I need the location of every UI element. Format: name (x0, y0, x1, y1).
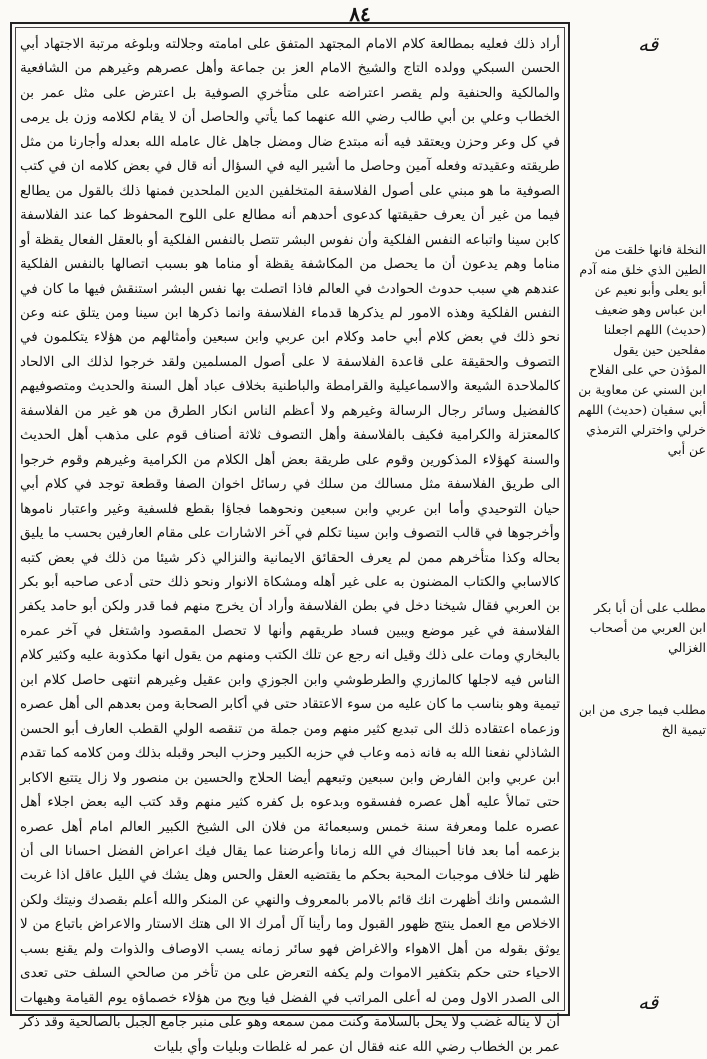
top-corner-mark: قه (638, 32, 659, 56)
margin-note-hadith: النخلة فانها خلقت من الطين الذي خلق منه آدم أبو يعلى وأبو نعيم عن ابن عباس وهو ضعيف (حديث) اللهم اجعلنا مفلحين حين يقول المؤذن حي على الفلاح ابن السني عن معاوية بن أبي سفيان (حديث) اللهم خرلي واخترلي الترمذي عن أبي (577, 242, 706, 457)
main-paragraph: أراد ذلك فعليه بمطالعة كلام الامام المجتهد المتفق على امامته وجلالته وبلوغه مرتبة الاجتهاد أبي الحسن السبكي وولده التاج والشيخ الامام العز بن جماعة وأهل عصرهم وغيرهم من الشافعية والمالكية والحنفية ولم يقصر اعتراضه على متأخري الصوفية بل اعترض على مثل عمر بن الخطاب وعلي بن أبي طالب رضي الله عنهما كما يأتي والحاصل أن لا يقام لكلامه وزن بل يرمى في كل وعر وحزن ويعتقد فيه أنه مبتدع ضال ومضل جاهل غال عامله الله بعدله وأجارنا من مثل طريقته وعقيدته وفعله آمين وحاصل ما أشير اليه في السؤال أنه قال في بعض كلامه ان في كتب الصوفية ما هو مبني على أصول الفلاسفة المتخلفين الدين الملحدين فمنها ذلك بالقول من يطالع فيما من غير أن يعرف حقيقتها كدعوى أحدهم أنه مطالع على اللوح المحفوظ كما عند الفلاسفة كابن سينا واتباعه النفس الفلكية وأن نفوس البشر تتصل بالنفس الفلكية أو بالعقل الفعال يقظة أو مناما وهم يدعون أن ما يحصل من المكاشفة يقظة أو مناما هو بسبب اتصالها بالنفس الفلكية عندهم هي سبب حدوث الحوادث في العالم فاذا اتصلت بها نفس البشر استنقش فيها ما كان في النفس الفلكية وهذه الامور لم يذكرها قدماء الفلاسفة وانما ذكرها ابن سينا ومن يتلق عنه وعن نحو ذلك في بعض كلام أبي حامد وكلام ابن عربي وابن سبعين وأمثالهم من هؤلاء يتكلمون في التصوف والحقيقة على قاعدة الفلاسفة لا على أصول المسلمين ولقد خرجوا لذلك الى الالحاد كالملاحدة الشيعة والاسماعيلية والقرامطة والباطنية بخلاف عباد أهل السنة والحديث ومتصوفيهم كالفضيل وسائر رجال الرسالة وغيرهم ولا أعظم الناس انكار الطرق من هو غير من الفلاسفة كالمعتزلة والكرامية فكيف بالفلاسفة وأهل التصوف ثلاثة أصناف قوم على مذهب أهل الحديث والسنة كهؤلاء المذكورين وقوم على طريقة بعض أهل الكلام من الكرامية وغيرهم وقوم خرجوا الى طريق الفلاسفة مثل مسالك من سلك في رسائل اخوان الصفا وقطعة توجد في كلام أبي حيان التوحيدي وأما ابن عربي وابن سبعين ونحوهما فجاؤا بقطع فلسفية وغير واعتبار ناموها وأخرجوها في قالب التصوف وابن سينا تكلم في آخر الاشارات على مقام العارفين بحسب ما يليق بحاله وكذا متأخرهم ممن لم يعرف الحقائق الايمانية والنزالي ذكر شيئا من ذلك في بعض كتبه كالاسابي والكتاب المضنون به على غير أهله ومشكاة الانوار ونحو ذلك حتى أدعى صاحبه أبو بكر بن العربي فقال شيخنا دخل في بطن الفلاسفة وأراد أن يخرج منهم فما قدر ولكن أبو حامد يكفر الفلاسفة في غير موضع ويبين فساد طريقهم وأنها لا تحصل المقصود واشتغل في آخر عمره بالبخاري ومات على ذلك وقيل انه رجع عن تلك الكتب ومنهم من يقول انها مكذوبة عليه وكثير كلام الناس فيه لاجلها كالمازري والطرطوشي وابن الجوزي وابن عقيل وغيرهم انتهى حاصل كلام ابن تيمية وهو بناسب ما كان عليه من سوء الاعتقاد حتى في أكابر الصحابة ومن بعدهم الى أهل عصره وزعماه اعتقاده ذلك الى تبديع كثير منهم ومن جملة من تنقصه الولي القطب العارف أبو الحسن الشاذلي نفعنا الله به فانه ذمه وعاب في حزبه الكبير وحزب البحر وقبله بذلك ومن كلامه كما تقدم ابن عربي وابن الفارض وابن سبعين وتبعهم أيضا الحلاج والحسين بن منصور ولا زال يتتبع الاكابر حتى تمالأ عليه أهل عصره ففسقوه وبدعوه بل كفره كثير منهم وقد كتب اليه بعض اجلاء أهل عصره علما ومعرفة سنة خمس وسبعمائة من فلان الى الشيخ الكبير العالم امام أهل عصره بزعمه أما بعد فانا أحببناك في الله زمانا وأعرضنا عما يقال فيك اعراض الفضل احسانا الى أن ظهر لنا خلاف موجبات المحبة بحكم ما يقتضيه العقل والحس وهل يشك في الليل عاقل اذا غربت الشمس وانك أظهرت انك قائم بالامر بالمعروف والنهي عن المنكر والله أعلم بقصدك ونيتك ولكن الاخلاص مع العمل ينتج ظهور القبول وما رأينا آل أمرك الا الى هتك الاستار والاعراض باتباع من لا يوثق بقوله من أهل الاهواء والاغراض فهو سائر زمانه يسب الاوصاف والذوات ولم يقنع بسب الاحياء حتى حكم بتكفير الاموات ولم يكفه التعرض على من تأخر من صالحي السلف حتى تعدى الى الصدر الاول ومن له أعلى المراتب في الفضل فيا ويح من هؤلاء خصماؤه يوم القيامة وهيهات أن لا يناله غضب ولا يحل بالسلامة وكنت ممن سمعه وهو على منبر جامع الجبل بالصالحية وقد ذكر عمر بن الخطاب رضي الله عنه فقال ان عمر له غلطات وبليات وأي بليات (20, 36, 560, 1055)
margin-note-ibn-arabi: مطلب على أن أبا بكر ابن العربي من أصحاب الغزالي (589, 600, 706, 655)
main-text-body (20, 32, 560, 1055)
bottom-corner-mark: قه (638, 990, 659, 1014)
main-text-frame (10, 22, 570, 1055)
margin-note-ibn-taymiyya: مطلب فيما جرى من ابن تيمية الخ (578, 702, 706, 737)
page-number: ٨٤ (349, 2, 371, 26)
